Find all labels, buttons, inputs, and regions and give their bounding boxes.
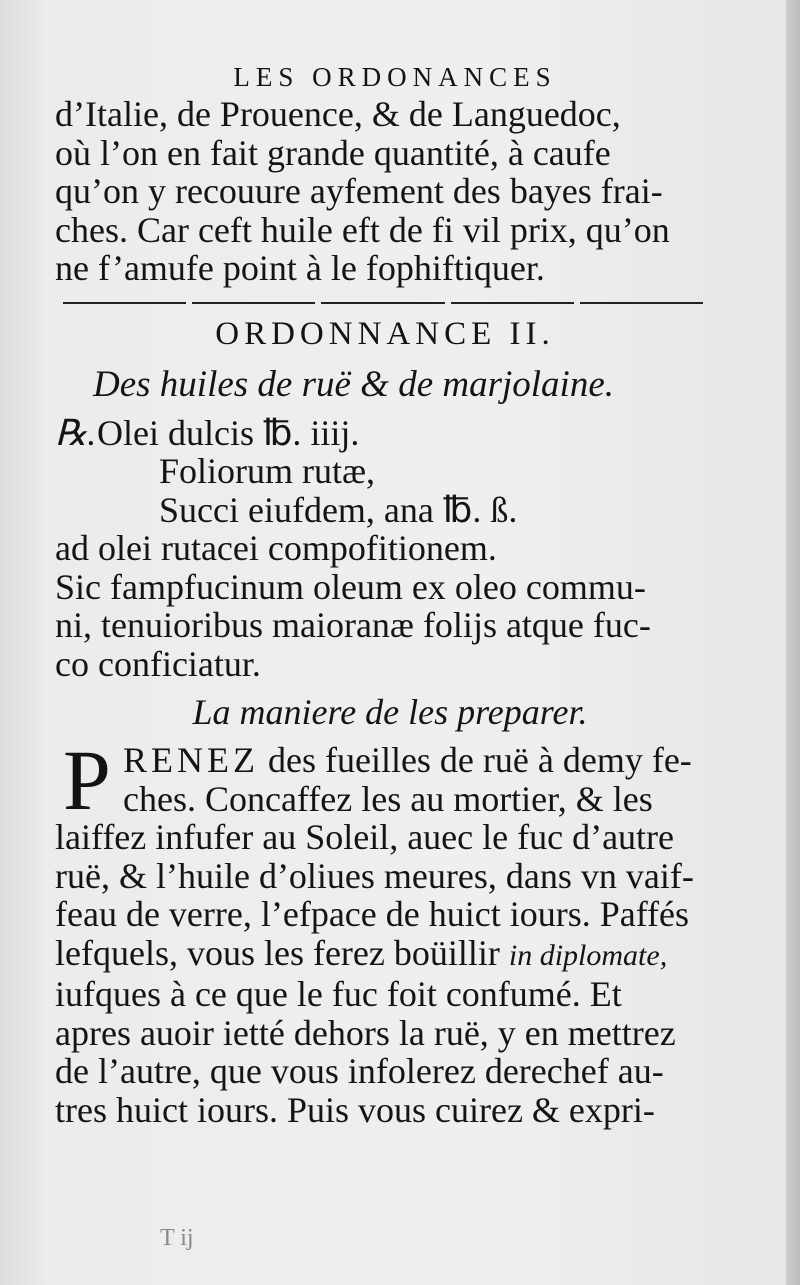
intro-line: d’Italie, de Prouence, & de Languedoc, bbox=[55, 94, 621, 134]
body-line: de l’autre, que vous infolerez derechef au- bbox=[55, 1051, 664, 1091]
intro-line: ne f’amufe point à le fophiftiquer. bbox=[55, 248, 545, 288]
recipe-symbol: ℞. bbox=[55, 412, 97, 453]
recipe bbox=[55, 414, 715, 530]
intro-line: qu’on y recouure ayfement des bayes frai- bbox=[55, 171, 663, 211]
body-line: apres auoir ietté dehors la ruë, y en mettrez bbox=[55, 1012, 676, 1053]
latin-line: ad olei rutacei compofitionem. bbox=[55, 528, 497, 568]
body-line: tres huict iours. Puis vous cuirez & expri- bbox=[55, 1089, 655, 1130]
text-block bbox=[55, 62, 715, 1129]
recipe-line: ℞.Olei dulcis ℔. iiij. bbox=[55, 412, 360, 453]
body-paragraph bbox=[55, 732, 715, 1130]
drop-cap: P bbox=[63, 732, 111, 828]
body-line: laiffez infufer au Soleil, auec le fuc d’autre bbox=[55, 817, 675, 857]
intro-line: ches. Car ceft huile eft de fi vil prix, qu’on bbox=[55, 209, 670, 250]
signature-mark: T ij bbox=[160, 1225, 194, 1251]
body-line: ruë, & l’huile d’oliues meures, dans vn vaif- bbox=[55, 855, 694, 896]
recipe-line: Foliorum rutæ, bbox=[159, 451, 376, 491]
recipe-line: Succi eiufdem, ana ℔. ß. bbox=[159, 489, 518, 530]
intro-line: où l’on en fait grande quantité, à caufe bbox=[55, 132, 611, 173]
body-line: iufques à ce que le fuc foit confumé. Et bbox=[55, 974, 622, 1014]
page-binding-edge bbox=[786, 0, 800, 1285]
body-line: RENEZ des fueilles de ruë à demy fe- bbox=[123, 740, 692, 780]
body-line: ches. Concaffez les au mortier, & les bbox=[123, 778, 653, 819]
body-line: lefquels, vous les ferez boüillir in diplomate, bbox=[55, 932, 668, 973]
section-divider bbox=[63, 302, 703, 304]
latin-line: ni, tenuioribus maioranæ folijs atque fuc- bbox=[55, 605, 651, 645]
body-line: feau de verre, l’efpace de huict iours. Paffés bbox=[55, 894, 690, 934]
section-title: La maniere de les preparer. bbox=[192, 692, 588, 732]
ordonnance-heading: ORDONNANCE II. bbox=[215, 315, 555, 352]
ordonnance-subtitle: Des huiles de ruë & de marjolaine. bbox=[93, 363, 614, 405]
latin-line: co conficiatur. bbox=[55, 643, 261, 684]
running-head: LES ORDONANCES bbox=[233, 62, 557, 92]
latin-line: Sic fampfucinum oleum ex oleo commu- bbox=[55, 566, 646, 607]
